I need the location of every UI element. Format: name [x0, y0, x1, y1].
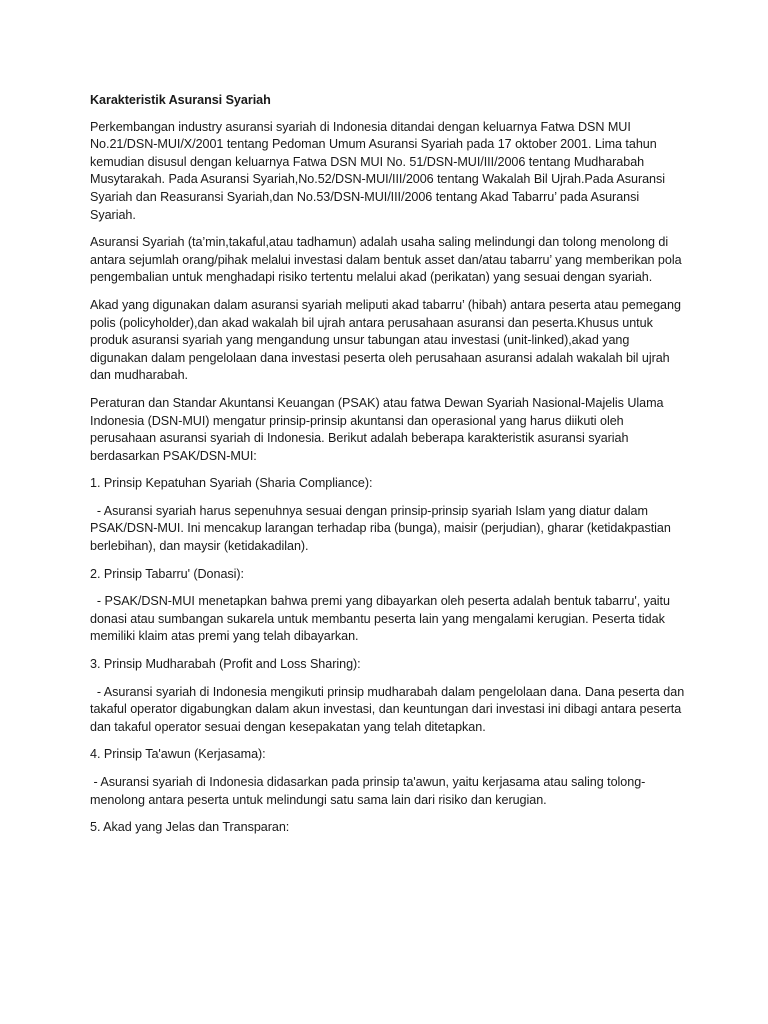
principle-body-4: - Asuransi syariah di Indonesia didasarkan pada prinsip ta'awun, yaitu kerjasama atau saling tolong-menolong antara peserta untuk melindungi satu sama lain dari risiko dan kerugian. — [90, 775, 646, 807]
document-page — [90, 92, 688, 847]
principle-body-2: - PSAK/DSN-MUI menetapkan bahwa premi yang dibayarkan oleh peserta adalah bentuk tabarru', yaitu donasi atau sumbangan sukarela untuk membantu peserta lain yang mengalami kerugian. Peserta tidak memiliki klaim atas premi yang telah dibayarkan. — [90, 594, 674, 644]
principle-heading-4: 4. Prinsip Ta'awun (Kerjasama): — [90, 747, 266, 762]
principle-heading-2: 2. Prinsip Tabarru' (Donasi): — [90, 566, 245, 581]
paragraph-akad: Akad yang digunakan dalam asuransi syariah meliputi akad tabarru’ (hibah) antara peserta atau pemegang polis (policyholder),dan akad wakalah bil ujrah antara perusahaan asuransi dan peserta.Khusus untuk produk asuransi syariah yang mengandung unsur tabungan atau investasi (unit-linked),akad yang digunakan dalam pengelolaan dana investasi peserta oleh perusahaan asuransi adalah wakalah bil ujrah dan mudharabah. — [90, 297, 681, 383]
principle-heading-3: 3. Prinsip Mudharabah (Profit and Loss Sharing): — [90, 657, 361, 672]
principle-body-3: - Asuransi syariah di Indonesia mengikuti prinsip mudharabah dalam pengelolaan dana. Dana peserta dan takaful operator digabungkan dalam akun investasi, dan keuntungan dari investasi ini dibagi antara peserta dan takaful operator sesuai dengan kesepakatan yang telah ditetapkan. — [90, 684, 688, 734]
paragraph-intro: Perkembangan industry asuransi syariah di Indonesia ditandai dengan keluarnya Fatwa DSN MUI No.21/DSN-MUI/X/2001 tentang Pedoman Umum Asuransi Syariah pada 17 oktober 2001. Lima tahun kemudian disusul dengan keluarnya Fatwa DSN MUI No. 51/DSN-MUI/III/2006 tentang Mudharabah Musytarakah. Pada Asuransi Syariah,No.52/DSN-MUI/III/2006 tentang Wakalah Bil Ujrah.Pada Asuransi Syariah dan Reasuransi Syariah,dan No.53/DSN-MUI/III/2006 tentang Akad Tabarru’ pada Asuransi Syariah. — [90, 119, 665, 222]
principle-heading-1: 1. Prinsip Kepatuhan Syariah (Sharia Compliance): — [90, 476, 373, 491]
principle-heading-5: 5. Akad yang Jelas dan Transparan: — [90, 820, 290, 835]
document-title: Karakteristik Asuransi Syariah — [90, 93, 271, 107]
paragraph-definition: Asuransi Syariah (ta’min,takaful,atau tadhamun) adalah usaha saling melindungi dan tolong menolong di antara sejumlah orang/pihak melalui investasi dalam bentuk asset dan/atau tabarru’ yang memberikan pola pengembalian untuk menghadapi risiko tertentu melalui akad (perikatan) yang sesuai dengan syariah. — [90, 235, 682, 285]
principle-body-1: - Asuransi syariah harus sepenuhnya sesuai dengan prinsip-prinsip syariah Islam yang diatur dalam PSAK/DSN-MUI. Ini mencakup larangan terhadap riba (bunga), maisir (perjudian), gharar (ketidakpastian berlebihan), dan maysir (ketidakadilan). — [90, 503, 675, 554]
paragraph-regulation: Peraturan dan Standar Akuntansi Keuangan (PSAK) atau fatwa Dewan Syariah Nasional-Majelis Ulama Indonesia (DSN-MUI) mengatur prinsip-prinsip akuntansi dan operasional yang harus diikuti oleh perusahaan asuransi syariah di Indonesia. Berikut adalah beberapa karakteristik asuransi syariah berdasarkan PSAK/DSN-MUI: — [90, 395, 664, 463]
